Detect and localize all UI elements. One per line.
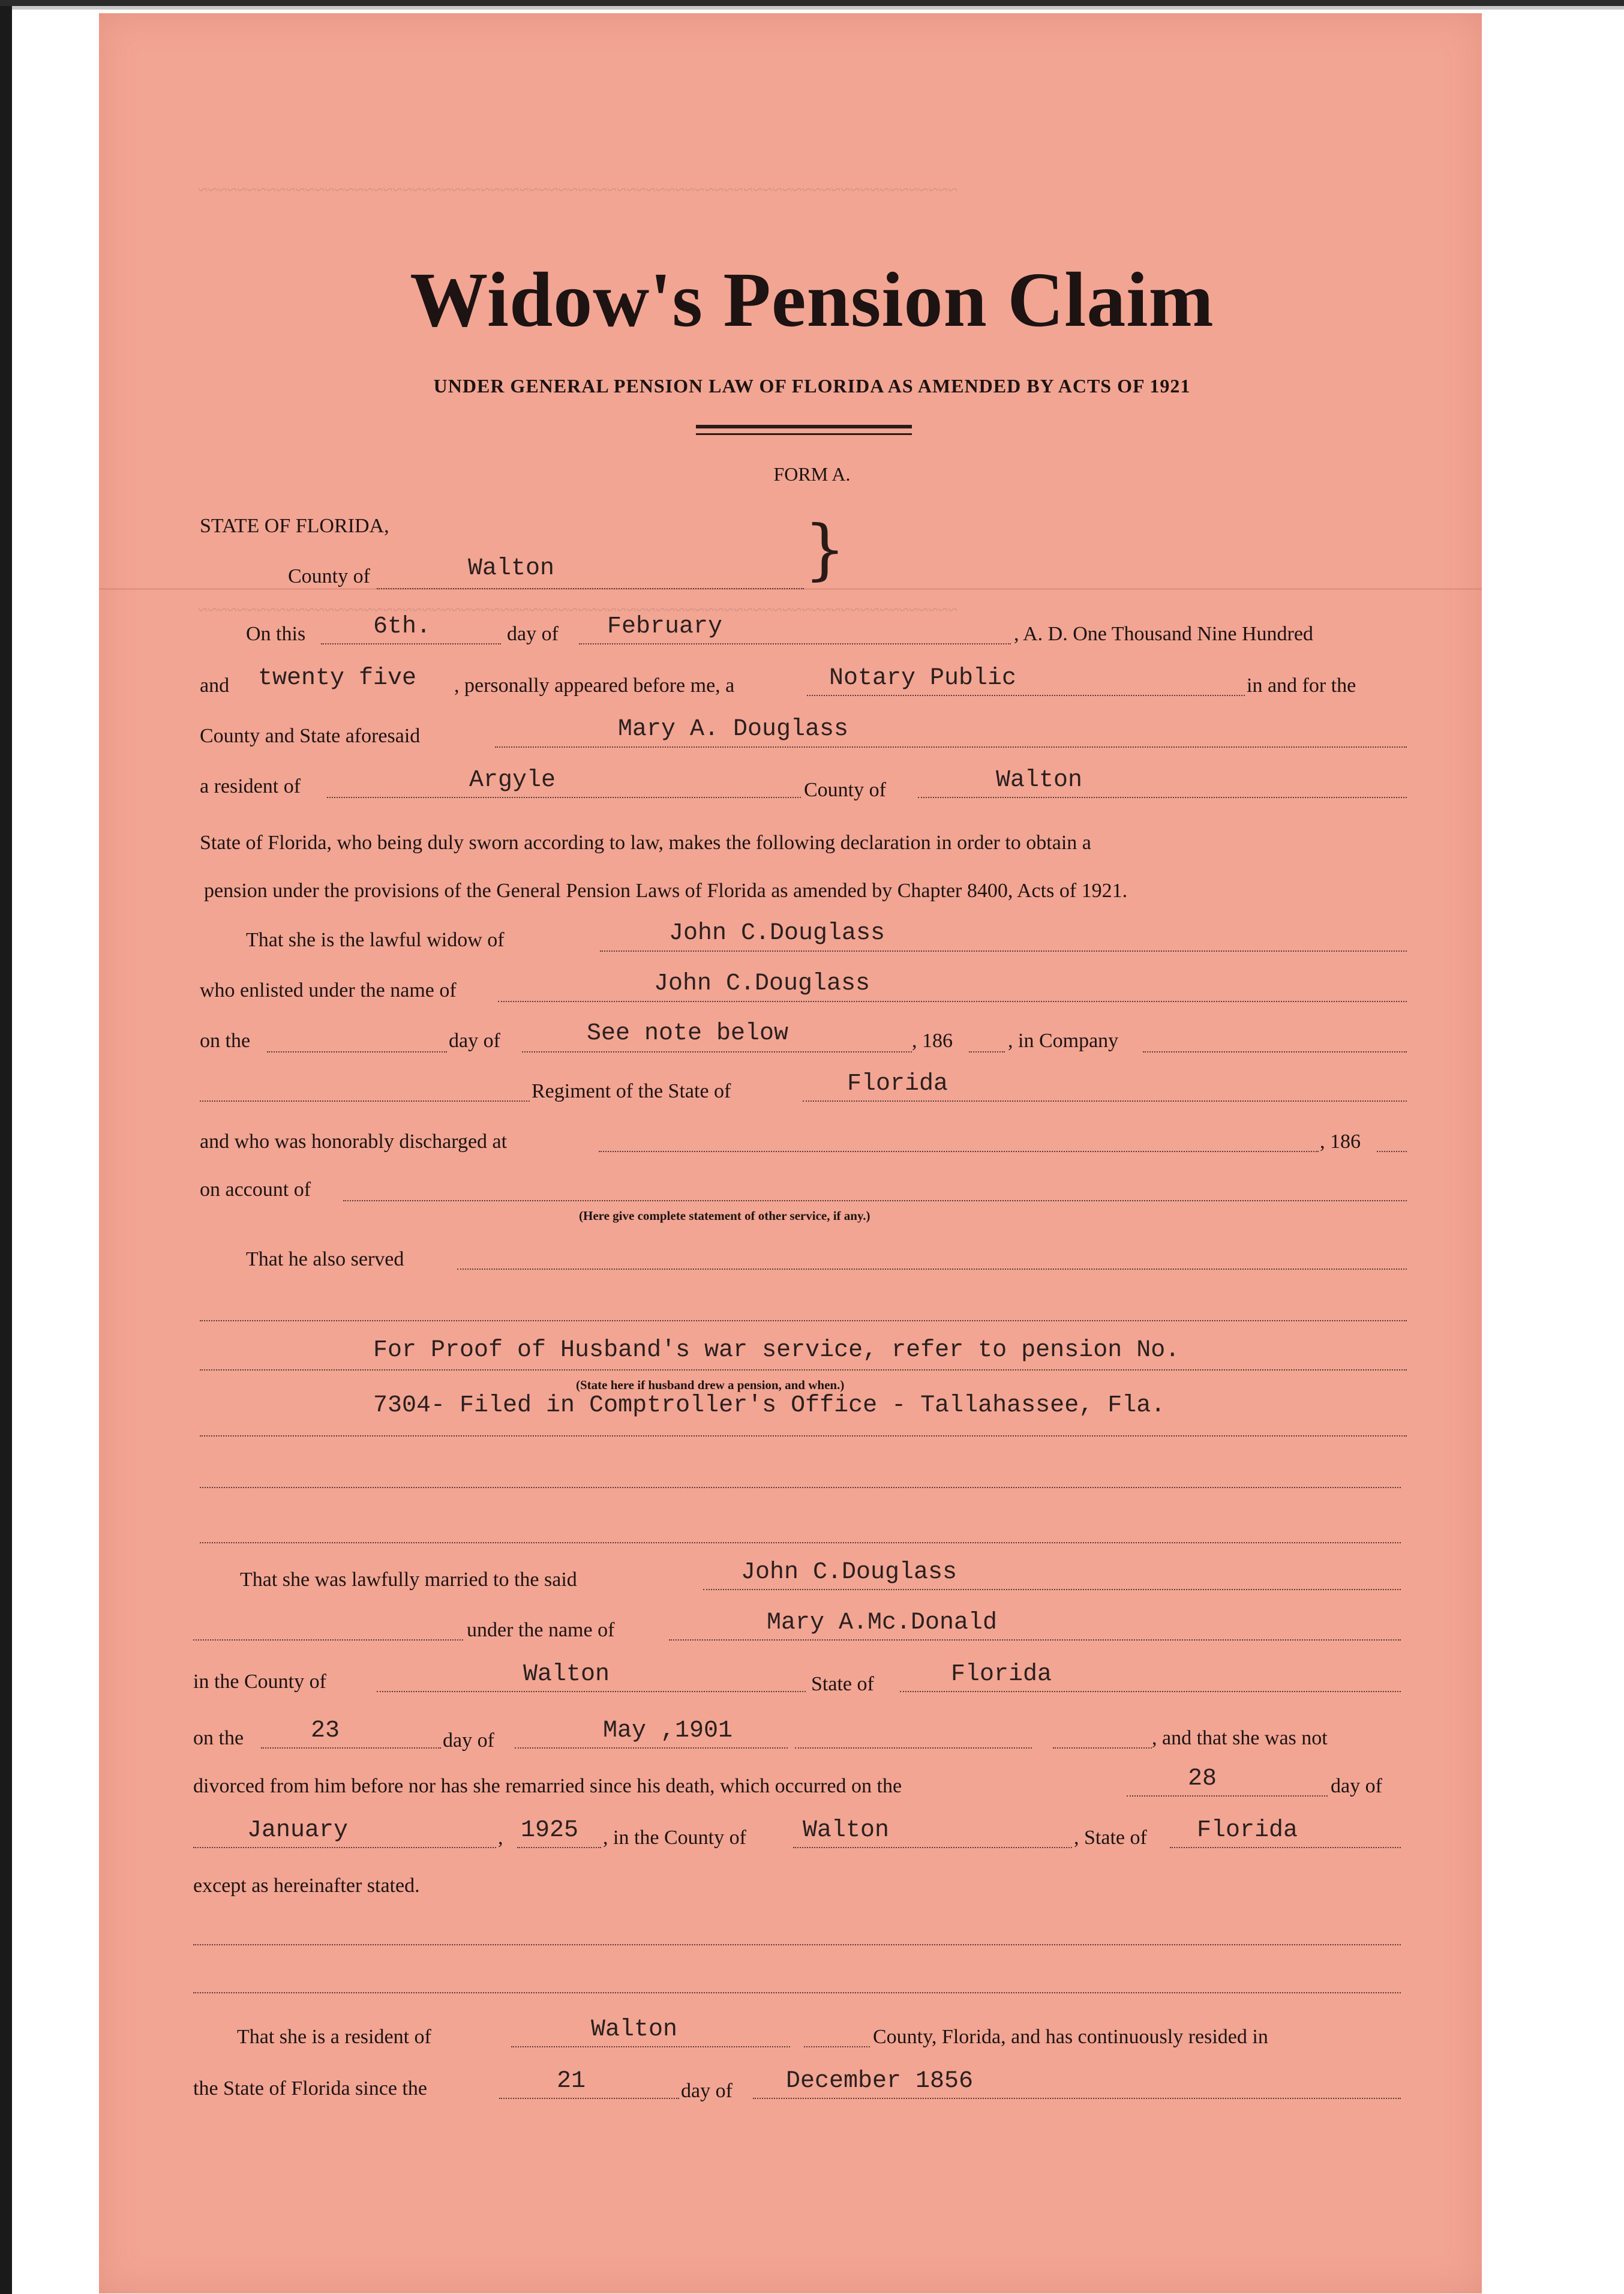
- bleed-through-text: ~~~~~~~~~~~~~~~~~~~~~~~~~~~~~~~~~~~~~~~~~~~~~~~~~~~~~~~~~~~~~~~~~~~~~~~~~~~~~~: [198, 180, 957, 200]
- mstate-field-line: [900, 1691, 1401, 1692]
- regiment-field-line: [200, 1100, 530, 1102]
- year-186b-label: , 186: [1320, 1130, 1361, 1153]
- on-the-label-2: on the: [193, 1727, 244, 1749]
- year-186-field-line: [969, 1051, 1005, 1052]
- mcounty-value[interactable]: Walton: [523, 1661, 610, 1688]
- rdate-field-line: [753, 2098, 1401, 2099]
- day-of-label-2: day of: [449, 1030, 500, 1052]
- filed-value[interactable]: 7304- Filed in Comptroller's Office - Tallahassee, Fla.: [373, 1392, 1166, 1419]
- enlist-value[interactable]: See note below: [587, 1020, 789, 1047]
- dyear-label-prefix: ,: [498, 1827, 503, 1849]
- county-state-label: County and State aforesaid: [200, 725, 421, 747]
- scan-top-edge: [0, 0, 1624, 6]
- maiden-pre-field-line: [193, 1639, 463, 1641]
- enlisted-field-line: [498, 1001, 1407, 1002]
- also-served-field-line: [457, 1269, 1407, 1270]
- year-186-label: , 186: [912, 1030, 953, 1052]
- company-field-line: [1143, 1051, 1407, 1052]
- in-county-label-2: , in the County of: [603, 1827, 746, 1849]
- rcounty-extra-line: [804, 2046, 870, 2047]
- dyear-field-line: [517, 1847, 601, 1848]
- divorced-text: divorced from him before nor has she remarried since his death, which occurred on the: [193, 1775, 902, 1797]
- officer-value[interactable]: Notary Public: [829, 665, 1017, 692]
- rday-field-line: [499, 2098, 679, 2099]
- regiment-state-field-line: [803, 1100, 1407, 1102]
- ad-label: , A. D. One Thousand Nine Hundred: [1014, 623, 1313, 645]
- day-value[interactable]: 6th.: [373, 613, 431, 640]
- on-this-label: On this: [246, 623, 306, 645]
- dday-field-line: [1127, 1795, 1328, 1797]
- except-label: except as hereinafter stated.: [193, 1875, 420, 1897]
- enlist-date-field-line: [522, 1051, 912, 1052]
- discharged-label: and who was honorably discharged at: [200, 1130, 508, 1153]
- dyear-value[interactable]: 1925: [521, 1817, 579, 1844]
- on-account-label: on account of: [200, 1179, 311, 1201]
- county-florida-label: County, Florida, and has continuously resided in: [873, 2026, 1268, 2048]
- in-county-label: in the County of: [193, 1671, 326, 1693]
- resident-of-label: a resident of: [200, 775, 301, 797]
- dstate-field-line: [1170, 1847, 1401, 1848]
- mdate-value[interactable]: May ,1901: [603, 1717, 733, 1744]
- rcounty-field-line: [511, 2046, 790, 2047]
- husband-value[interactable]: John C.Douglass: [669, 920, 885, 947]
- mstate-value[interactable]: Florida: [951, 1661, 1052, 1688]
- mday-value[interactable]: 23: [311, 1717, 340, 1744]
- regiment-label: Regiment of the State of: [532, 1080, 731, 1102]
- married-field-line: [703, 1589, 1401, 1590]
- title-rule-thin: [696, 433, 912, 435]
- officer-field-line: [807, 695, 1245, 696]
- claimant-field-line: [495, 746, 1407, 748]
- state-of-label: State of: [811, 1673, 874, 1695]
- proof-value[interactable]: For Proof of Husband's war service, refer to pension No.: [373, 1337, 1180, 1364]
- form-label: FORM A.: [773, 463, 851, 485]
- county-of-label: County of: [804, 779, 886, 801]
- on-account-field-line: [343, 1200, 1407, 1201]
- service-blank-line-2: [200, 1435, 1407, 1437]
- in-company-label: , in Company: [1008, 1030, 1119, 1052]
- maiden-value[interactable]: Mary A.Mc.Donald: [767, 1609, 998, 1636]
- appeared-label: , personally appeared before me, a: [454, 674, 735, 697]
- state-value[interactable]: Florida: [847, 1070, 948, 1097]
- county-field-line: [377, 588, 804, 589]
- day-of-label-3: day of: [443, 1729, 494, 1752]
- except-blank-line-2: [193, 1992, 1401, 1993]
- declaration-line-1: State of Florida, who being duly sworn according to law, makes the following declaration in order to obtain a: [200, 832, 1091, 854]
- note-other-service: (Here give complete statement of other service, if any.): [579, 1209, 870, 1223]
- since-label: the State of Florida since the: [193, 2077, 427, 2100]
- form-subtitle: UNDER GENERAL PENSION LAW OF FLORIDA AS AMENDED BY ACTS OF 1921: [433, 375, 1191, 397]
- claimant-value[interactable]: Mary A. Douglass: [618, 716, 849, 743]
- town-value[interactable]: Argyle: [469, 767, 556, 794]
- form-sheet: [99, 13, 1482, 2293]
- mcounty-field-line: [377, 1691, 806, 1692]
- mday-field-line: [261, 1747, 441, 1749]
- bleed-through-text: ~~~~~~~~~~~~~~~~~~~~~~~~~~~~~~~~~~~~~~~~~~~~~~~~~~~~~~~~~~~~~~~~~~~~~~~~~~~~~~: [198, 600, 957, 620]
- and-label: and: [200, 674, 230, 697]
- state-label: STATE OF FLORIDA,: [200, 515, 389, 537]
- except-blank-line-1: [193, 1944, 1401, 1945]
- mdate-field-line: [515, 1747, 788, 1749]
- married-value[interactable]: John C.Douglass: [741, 1559, 957, 1586]
- dcounty-field-line: [793, 1847, 1072, 1848]
- in-and-for-label: in and for the: [1247, 674, 1356, 697]
- rdate-value[interactable]: December 1856: [786, 2068, 974, 2095]
- enlisted-value[interactable]: John C.Douglass: [654, 970, 870, 997]
- day-field-line: [321, 643, 501, 644]
- county-label: County of: [288, 565, 370, 587]
- mdate-extra-line-2: [1053, 1747, 1152, 1749]
- rcounty-value[interactable]: Walton: [591, 2016, 678, 2043]
- discharged-field-line: [599, 1151, 1319, 1152]
- resident-label: That she is a resident of: [237, 2026, 431, 2048]
- county2-value[interactable]: Walton: [996, 767, 1083, 794]
- mdate-extra-line-1: [795, 1747, 1032, 1749]
- dmonth-field-line: [193, 1847, 496, 1848]
- enlisted-label: who enlisted under the name of: [200, 979, 457, 1001]
- town-field-line: [327, 797, 801, 798]
- service-blank-line-4: [200, 1542, 1401, 1543]
- month-value[interactable]: February: [607, 613, 723, 640]
- on-the-label: on the: [200, 1030, 251, 1052]
- not-divorced-label: , and that she was not: [1152, 1727, 1328, 1749]
- maiden-label: under the name of: [467, 1619, 615, 1641]
- dmonth-value[interactable]: January: [247, 1817, 349, 1844]
- rday-value[interactable]: 21: [557, 2068, 586, 2095]
- proof-field-line: [200, 1369, 1407, 1371]
- title-rule: [696, 425, 912, 428]
- declaration-line-2: pension under the provisions of the General Pension Laws of Florida as amended by Chapter 8400, Acts of 1921.: [204, 880, 1128, 902]
- year-value[interactable]: twenty five: [258, 665, 417, 692]
- day-of-label-5: day of: [681, 2080, 733, 2102]
- month-field-line: [579, 643, 1011, 644]
- maiden-field-line: [669, 1639, 1401, 1641]
- service-blank-line-1: [200, 1320, 1407, 1321]
- widow-of-label: That she is the lawful widow of: [246, 929, 505, 951]
- dstate-value[interactable]: Florida: [1197, 1817, 1298, 1844]
- note-pension: (State here if husband drew a pension, and when.): [576, 1378, 845, 1392]
- year-186b-field-line: [1377, 1151, 1407, 1152]
- day-of-label-4: day of: [1331, 1775, 1382, 1797]
- state-of-label-2: , State of: [1074, 1827, 1147, 1849]
- scan-top-shadow: [12, 6, 1624, 10]
- dcounty-value[interactable]: Walton: [803, 1817, 890, 1844]
- brace-symbol: }: [804, 511, 846, 587]
- enlist-day-field-line: [267, 1051, 447, 1052]
- husband-field-line: [600, 950, 1407, 952]
- service-blank-line-3: [200, 1487, 1401, 1488]
- county2-field-line: [918, 797, 1407, 798]
- day-of-label: day of: [507, 623, 559, 645]
- form-title: Widow's Pension Claim: [410, 257, 1214, 343]
- also-served-label: That he also served: [246, 1248, 404, 1270]
- married-label: That she was lawfully married to the said: [240, 1569, 577, 1591]
- county-value[interactable]: Walton: [468, 555, 555, 582]
- dday-value[interactable]: 28: [1188, 1765, 1217, 1792]
